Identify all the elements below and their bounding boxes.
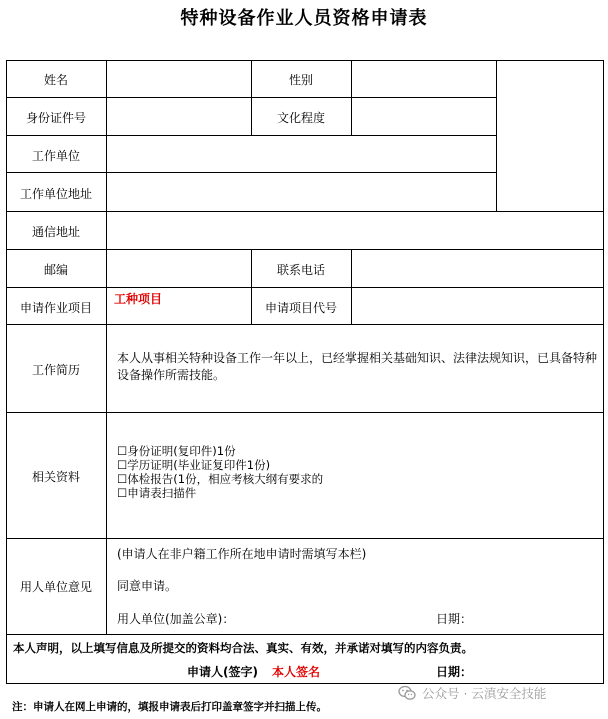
employer-opinion-label: 用人单位意见: [19, 580, 92, 594]
phone-field[interactable]: [352, 250, 603, 287]
materials-label: 相关资料: [31, 470, 80, 484]
postcode-field[interactable]: [107, 250, 250, 287]
work-address-field[interactable]: [107, 173, 495, 211]
materials-item[interactable]: ☐申请表扫描件: [117, 486, 197, 500]
declaration-date-label: 日期：: [436, 665, 473, 679]
gender-label: 性别: [288, 73, 313, 87]
footnote: 注：申请人在网上申请的，填报申请表后打印盖章签字并扫描上传。: [12, 701, 327, 713]
materials-item[interactable]: ☐学历证明(毕业证复印件1份): [117, 458, 271, 472]
form-title: 特种设备作业人员资格申请表: [180, 8, 428, 29]
materials-item[interactable]: ☐体检报告(1份，相应考核大纲有要求的: [117, 472, 324, 486]
apply-item-label: 申请作业项目: [19, 301, 92, 315]
apply-code-field[interactable]: [352, 288, 603, 324]
name-field[interactable]: [107, 61, 250, 97]
applicant-signature-value[interactable]: 本人签名: [272, 665, 321, 679]
photo-box-divider: [496, 60, 497, 212]
name-label: 姓名: [43, 73, 68, 87]
watermark: [398, 684, 546, 702]
gender-field[interactable]: [352, 61, 495, 97]
resume-text[interactable]: 本人从事相关特种设备工作一年以上，已经掌握相关基础知识、法律法规知识，已具备特种设备操作所需技能。: [117, 351, 598, 382]
work-address-label: 工作单位地址: [19, 187, 92, 201]
id-number-field[interactable]: [107, 98, 250, 135]
employer-agree[interactable]: 同意申请。: [117, 579, 178, 593]
employer-date-label: 日期：: [436, 612, 473, 626]
mail-address-field[interactable]: [107, 212, 603, 249]
wechat-icon: [398, 685, 416, 701]
applicant-signature-label: 申请人(签字): [187, 665, 258, 679]
materials-item[interactable]: ☐身份证明(复印件)1份: [117, 444, 236, 458]
apply-code-label: 申请项目代号: [264, 301, 337, 315]
work-unit-label: 工作单位: [31, 149, 80, 163]
mail-address-label: 通信地址: [31, 225, 80, 239]
education-field[interactable]: [352, 98, 495, 135]
resume-label: 工作简历: [31, 363, 80, 377]
id-number-label: 身份证件号: [25, 111, 86, 125]
apply-item-value[interactable]: 工种项目: [114, 292, 163, 306]
work-unit-field[interactable]: [107, 136, 495, 172]
education-label: 文化程度: [276, 111, 325, 125]
declaration-text: 本人声明，以上填写信息及所提交的资料均合法、真实、有效，并承诺对填写的内容负责。: [13, 641, 473, 655]
employer-stamp: 用人单位(加盖公章)：: [117, 612, 235, 626]
postcode-label: 邮编: [43, 263, 68, 277]
employer-note: (申请人在非户籍工作所在地申请时需填写本栏): [117, 547, 367, 561]
watermark-text: 公众号 · 云滇安全技能: [422, 686, 547, 701]
phone-label: 联系电话: [276, 263, 325, 277]
